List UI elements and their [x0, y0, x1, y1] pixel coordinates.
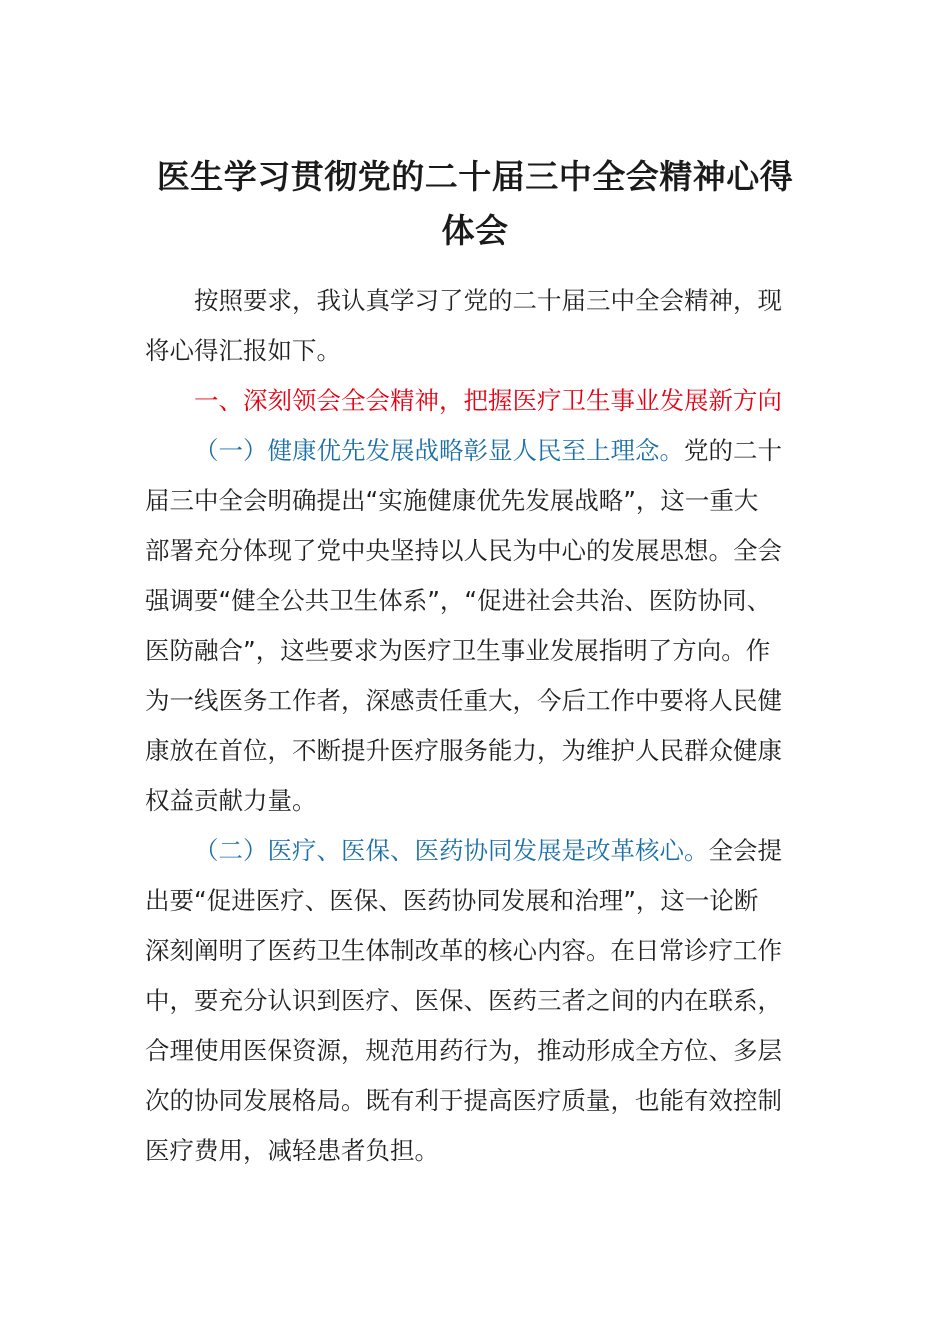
subsection-1-line-3: 部署充分体现了党中央坚持以人民为中心的发展思想。全会: [145, 536, 782, 565]
subsection-1-heading: （一）健康优先发展战略彰显人民至上理念。: [194, 436, 684, 465]
subsection-2-text: 全会提: [708, 836, 782, 865]
subsection-2-line-6: 次的协同发展格局。既有利于提高医疗质量，也能有效控制: [145, 1086, 782, 1115]
subsection-2-line-2: 出要“促进医疗、医保、医药协同发展和治理”，这一论断: [145, 886, 759, 915]
subsection-1-line-4: 强调要“健全公共卫生体系”，“促进社会共治、医防协同、: [145, 586, 772, 615]
subsection-1-line-1: [194, 436, 782, 466]
subsection-2-line-5: 合理使用医保资源，规范用药行为，推动形成全方位、多层: [145, 1036, 782, 1065]
subsection-1-line-8: 权益贡献力量。: [145, 786, 317, 815]
subsection-1-line-5: 医防融合”，这些要求为医疗卫生事业发展指明了方向。作: [145, 636, 771, 665]
intro-line-1: 按照要求，我认真学习了党的二十届三中全会精神，现: [194, 286, 782, 315]
section-1-heading: 一、深刻领会全会精神，把握医疗卫生事业发展新方向: [194, 386, 782, 415]
title-line-2: 体会: [441, 211, 509, 250]
subsection-1-line-2: 届三中全会明确提出“实施健康优先发展战略”，这一重大: [145, 486, 759, 515]
title-line-1: 医生学习贯彻党的二十届三中全会精神心得: [156, 157, 794, 196]
subsection-2-line-7: 医疗费用，减轻患者负担。: [145, 1136, 439, 1165]
subsection-1-line-7: 康放在首位，不断提升医疗服务能力，为维护人民群众健康: [145, 736, 782, 765]
intro-line-2: 将心得汇报如下。: [145, 336, 341, 365]
subsection-1-line-6: 为一线医务工作者，深感责任重大，今后工作中要将人民健: [145, 686, 782, 715]
subsection-2-line-1: [194, 836, 782, 866]
document-title: [140, 150, 810, 258]
subsection-1-text: 党的二十: [684, 436, 782, 465]
subsection-2-heading: （二）医疗、医保、医药协同发展是改革核心。: [194, 836, 709, 865]
subsection-2-line-3: 深刻阐明了医药卫生体制改革的核心内容。在日常诊疗工作: [145, 936, 782, 965]
subsection-2-line-4: 中，要充分认识到医疗、医保、医药三者之间的内在联系，: [145, 986, 782, 1015]
